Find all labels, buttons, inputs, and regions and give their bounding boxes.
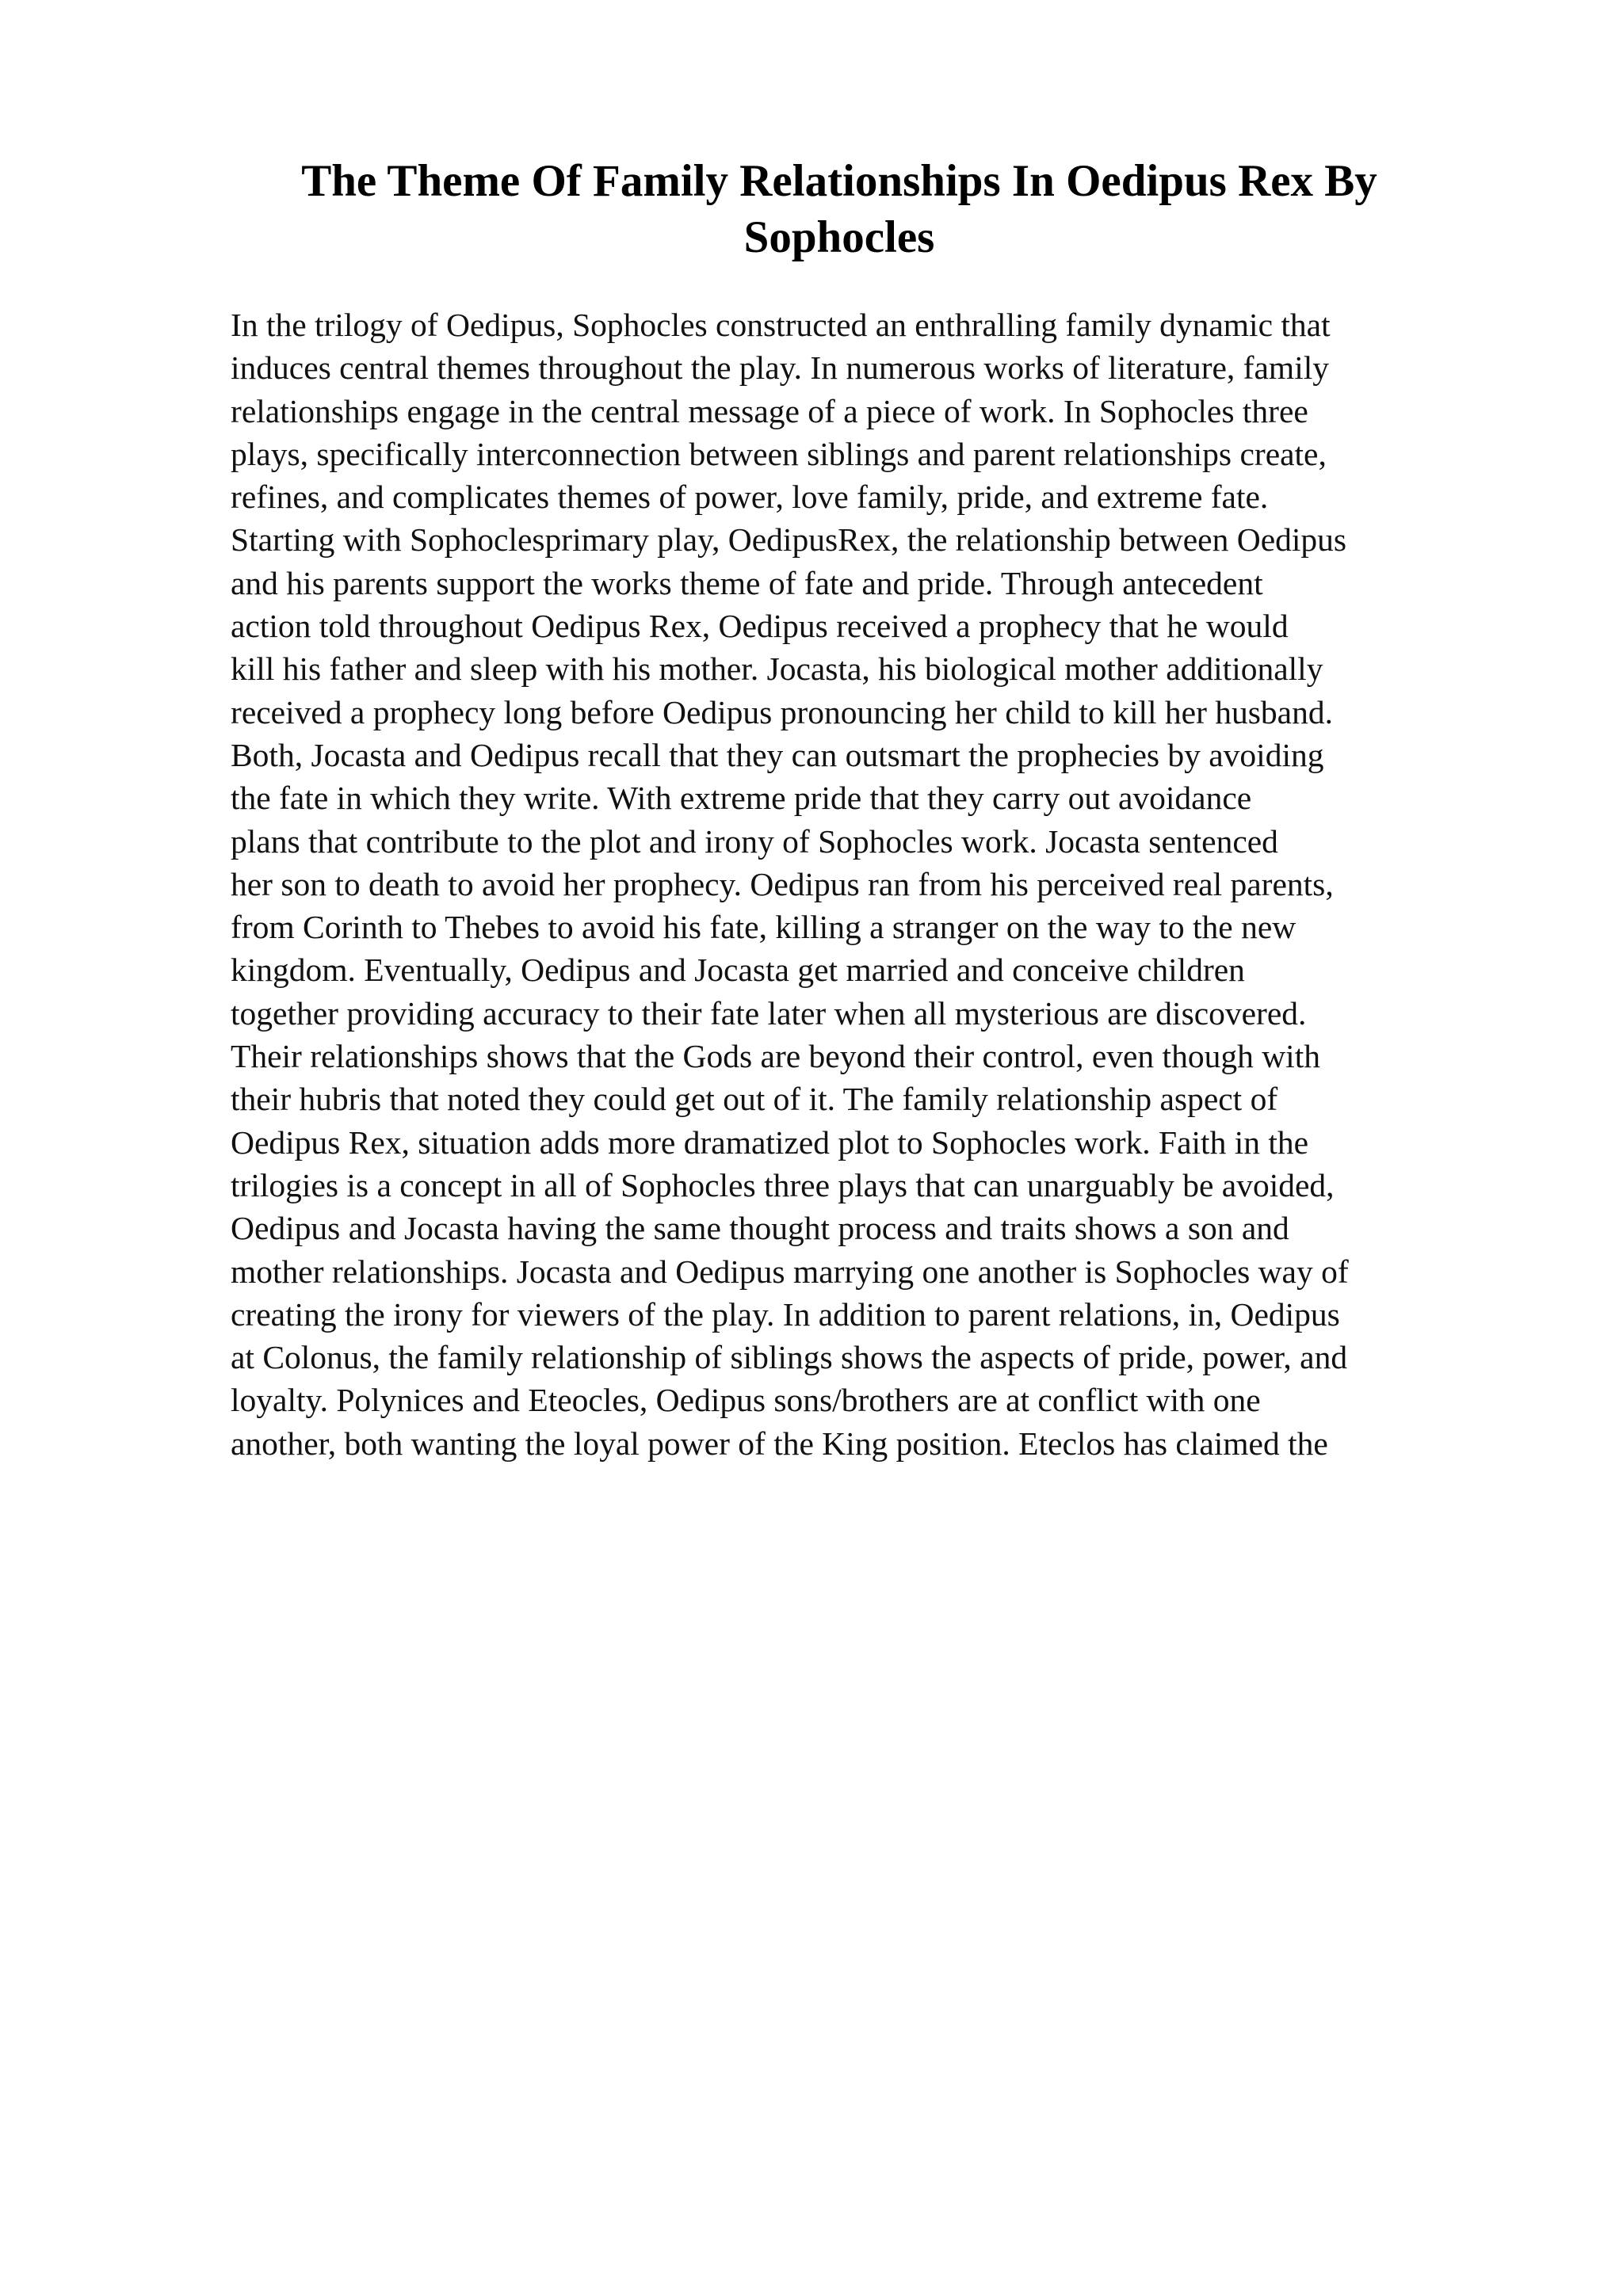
text-line: together providing accuracy to their fate later when all mysterious are discovered. bbox=[231, 994, 1307, 1032]
text-line: Starting with Sophoclesprimary play, OedipusRex, the relationship between Oedipus bbox=[231, 521, 1347, 559]
text-line: action told throughout Oedipus Rex, Oedipus received a prophecy that he would bbox=[231, 608, 1289, 645]
text-line: Both, Jocasta and Oedipus recall that they can outsmart the prophecies by avoiding bbox=[231, 736, 1324, 773]
text-line: kingdom. Eventually, Oedipus and Jocasta get married and conceive children bbox=[231, 952, 1245, 989]
text-line: the fate in which they write. With extreme pride that they carry out avoidance bbox=[231, 780, 1252, 817]
text-line: kill his father and sleep with his mother. Jocasta, his biological mother additionally bbox=[231, 650, 1323, 688]
text-line: loyalty. Polynices and Eteocles, Oedipus sons/brothers are at conflict with one bbox=[231, 1382, 1261, 1419]
title-line: The Theme Of Family Relationships In Oedipus Rex By bbox=[301, 156, 1377, 206]
title-line: Sophocles bbox=[743, 212, 935, 262]
document-title bbox=[230, 153, 1449, 265]
text-line: at Colonus, the family relationship of siblings shows the aspects of pride, power, and bbox=[231, 1339, 1348, 1376]
text-line: mother relationships. Jocasta and Oedipus marrying one another is Sophocles way of bbox=[231, 1253, 1349, 1290]
text-line: from Corinth to Thebes to avoid his fate, killing a stranger on the way to the new bbox=[231, 909, 1296, 946]
text-line: another, both wanting the loyal power of the King position. Eteclos has claimed the bbox=[231, 1425, 1328, 1462]
text-line: received a prophecy long before Oedipus pronouncing her child to kill her husband. bbox=[231, 693, 1333, 730]
text-line: their hubris that noted they could get out of it. The family relationship aspect of bbox=[231, 1081, 1278, 1118]
text-line: and his parents support the works theme of fate and pride. Through antecedent bbox=[231, 564, 1263, 601]
text-line: her son to death to avoid her prophecy. Oedipus ran from his perceived real parents, bbox=[231, 865, 1334, 902]
text-line: Oedipus and Jocasta having the same thought process and traits shows a son and bbox=[231, 1210, 1289, 1247]
text-line: In the trilogy of Oedipus, Sophocles constructed an enthralling family dynamic that bbox=[231, 307, 1331, 343]
text-line: induces central themes throughout the play. In numerous works of literature, family bbox=[231, 349, 1330, 387]
text-line: plans that contribute to the plot and irony of Sophocles work. Jocasta sentenced bbox=[231, 822, 1278, 860]
text-line: relationships engage in the central message of a piece of work. In Sophocles three bbox=[231, 392, 1308, 429]
text-line: Oedipus Rex, situation adds more dramatized plot to Sophocles work. Faith in the bbox=[231, 1123, 1309, 1161]
text-line: plays, specifically interconnection between siblings and parent relationships create, bbox=[231, 435, 1327, 472]
text-line: Their relationships shows that the Gods are beyond their control, even though with bbox=[231, 1038, 1320, 1075]
text-line: trilogies is a concept in all of Sophocles three plays that can unarguably be avoided, bbox=[231, 1166, 1335, 1203]
text-line: creating the irony for viewers of the play. In addition to parent relations, in, Oedipus bbox=[231, 1295, 1340, 1333]
essay-paragraph bbox=[231, 303, 1514, 1465]
text-line: refines, and complicates themes of power, love family, pride, and extreme fate. bbox=[231, 479, 1269, 516]
